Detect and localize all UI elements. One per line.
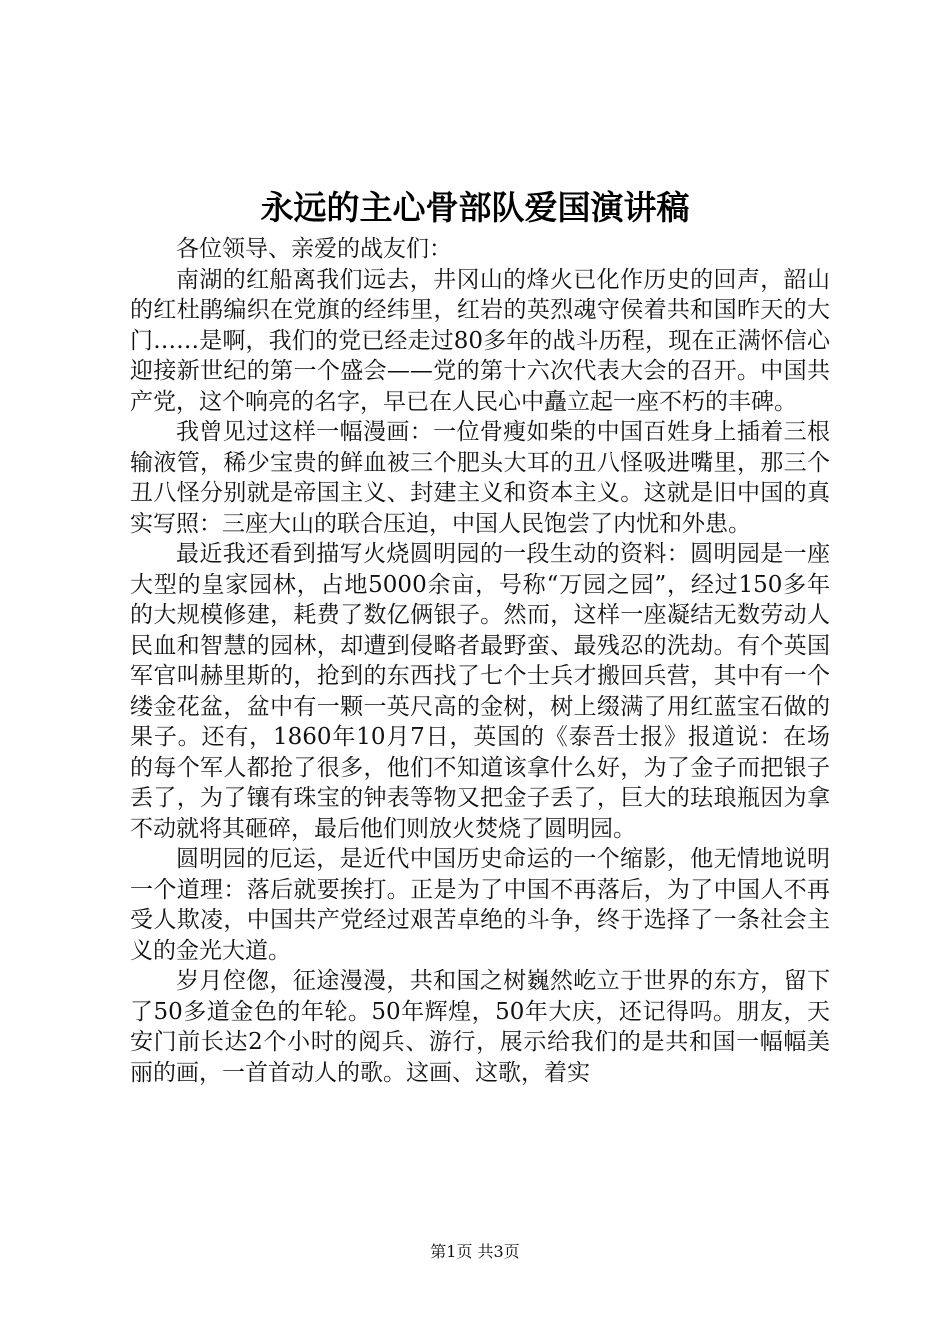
paragraph: 圆明园的厄运，是近代中国历史命运的一个缩影，他无情地说明一个道理：落后就要挨打。正是为了中国不再落后，为了中国人不再受人欺凌，中国共产党经过艰苦卓绝的斗争，终于选择了一条社会主义的金光大道。 [130, 846, 830, 964]
paragraph: 我曾见过这样一幅漫画：一位骨瘦如柴的中国百姓身上插着三根输液管，稀少宝贵的鲜血被三个肥头大耳的丑八怪吸进嘴里，那三个丑八怪分别就是帝国主义、封建主义和资本主义。这就是旧中国的真实写照：三座大山的联合压迫，中国人民饱尝了内忧和外患。 [130, 419, 830, 537]
paragraph: 岁月倥偬，征途漫漫，共和国之树巍然屹立于世界的东方，留下了50多道金色的年轮。50年辉煌，50年大庆，还记得吗。朋友，天安门前长达2个小时的阅兵、游行，展示给我们的是共和国一幅幅美丽的画，一首首动人的歌。这画、这歌，着实 [130, 968, 830, 1086]
paragraph: 最近我还看到描写火烧圆明园的一段生动的资料：圆明园是一座大型的皇家园林，占地5000余亩，号称“万园之园”，经过150多年的大规模修建，耗费了数亿俩银子。然而，这样一座凝结无数劳动人民血和智慧的园林，却遭到侵略者最野蛮、最残忍的洗劫。有个英国军官叫赫里斯的，抢到的东西找了七个士兵才搬回兵营，其中有一个缕金花盆，盆中有一颗一英尺高的金树，树上缀满了用红蓝宝石做的果子。还有，1860年10月7日，英国的《泰吾士报》报道说：在场的每个军人都抢了很多，他们不知道该拿什么好，为了金子而把银子丢了，为了镶有珠宝的钟表等物又把金子丢了，巨大的珐琅瓶因为拿不动就将其砸碎，最后他们则放火焚烧了圆明园。 [130, 541, 830, 842]
paragraph-salutation: 各位领导、亲爱的战友们： [176, 236, 452, 262]
document-body [130, 234, 830, 1088]
paragraph: 南湖的红船离我们远去，井冈山的烽火已化作历史的回声，韶山的红杜鹃编织在党旗的经纬里，红岩的英烈魂守侯着共和国昨天的大门……是啊，我们的党已经走过80多年的战斗历程，现在正满怀信心迎接新世纪的第一个盛会——党的第十六次代表大会的召开。中国共产党，这个响亮的名字，早已在人民心中矗立起一座不朽的丰碑。 [130, 266, 830, 415]
document-title: 永远的主心骨部队爱国演讲稿 [260, 188, 690, 227]
page-number-footer: 第1页 共3页 [430, 1242, 520, 1261]
